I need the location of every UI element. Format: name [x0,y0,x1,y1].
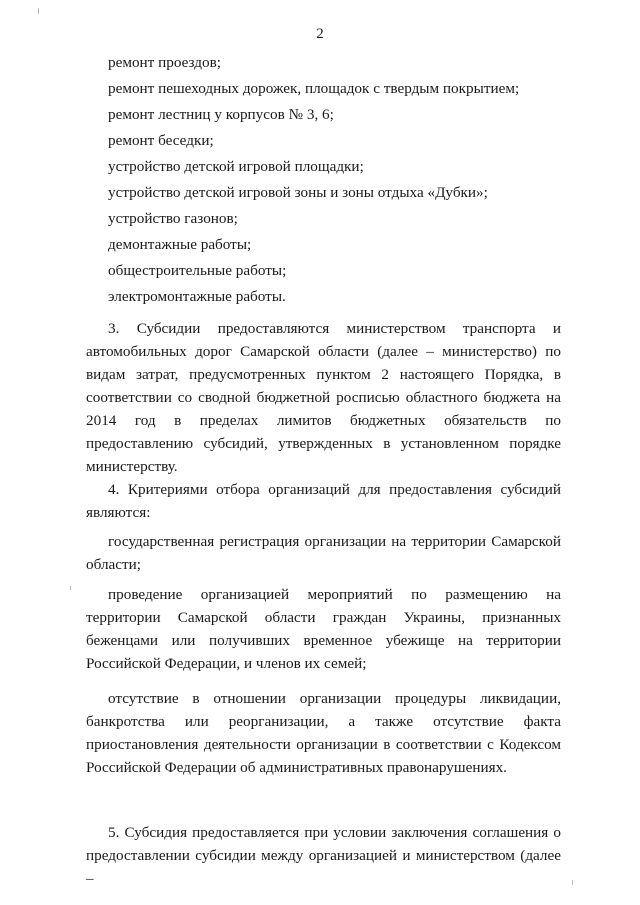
list-item: устройство детской игровой площадки; [108,158,364,175]
list-item: устройство детской игровой зоны и зоны отдыха «Дубки»; [108,184,488,201]
list-item: электромонтажные работы. [108,288,286,305]
criterion-registration: государственная регистрация организации на территории Самарской области; [86,533,561,573]
scan-mark [572,880,573,885]
list-item: ремонт пешеходных дорожек, площадок с твердым покрытием; [108,80,520,97]
paragraph-3: 3. Субсидии предоставляются министерством транспорта и автомобильных дорог Самарской области (далее – министерство) по видам затрат, предусмотренных пунктом 2 настоящего Порядка, в соответствии со сводной бюджетной росписью областного бюджета на 2014 год в пределах лимитов бюджетных обязательств по предоставлению субсидий, утвержденных в установленном порядке министерству. [86,320,561,475]
list-item: ремонт проездов; [108,54,221,71]
criterion-refugees: проведение организацией мероприятий по размещению на территории Самарской области граждан Украины, признанных беженцами или получивших временное убежище на территории Российской Федерации, и членов их семей; [86,586,561,672]
works-list [108,50,588,310]
paragraph-4: 4. Критериями отбора организаций для предоставления субсидий являются: [86,481,561,521]
scan-mark [38,8,39,14]
list-item: демонтажные работы; [108,236,252,253]
scan-mark [70,586,71,590]
list-item: ремонт беседки; [108,132,214,149]
paragraph-5: 5. Субсидия предоставляется при условии заключения соглашения о предоставлении субсидии между организацией и министерством (далее – [86,824,561,887]
page-number: 2 [316,26,324,42]
list-item: общестроительные работы; [108,262,287,279]
list-item: ремонт лестниц у корпусов № 3, 6; [108,106,334,123]
list-item: устройство газонов; [108,210,238,227]
criterion-no-liquidation: отсутствие в отношении организации процедуры ликвидации, банкротства или реорганизации, а также отсутствие факта приостановления деятельности организации в соответствии с Кодексом Российской Федерации об административных правонарушениях. [86,690,561,776]
